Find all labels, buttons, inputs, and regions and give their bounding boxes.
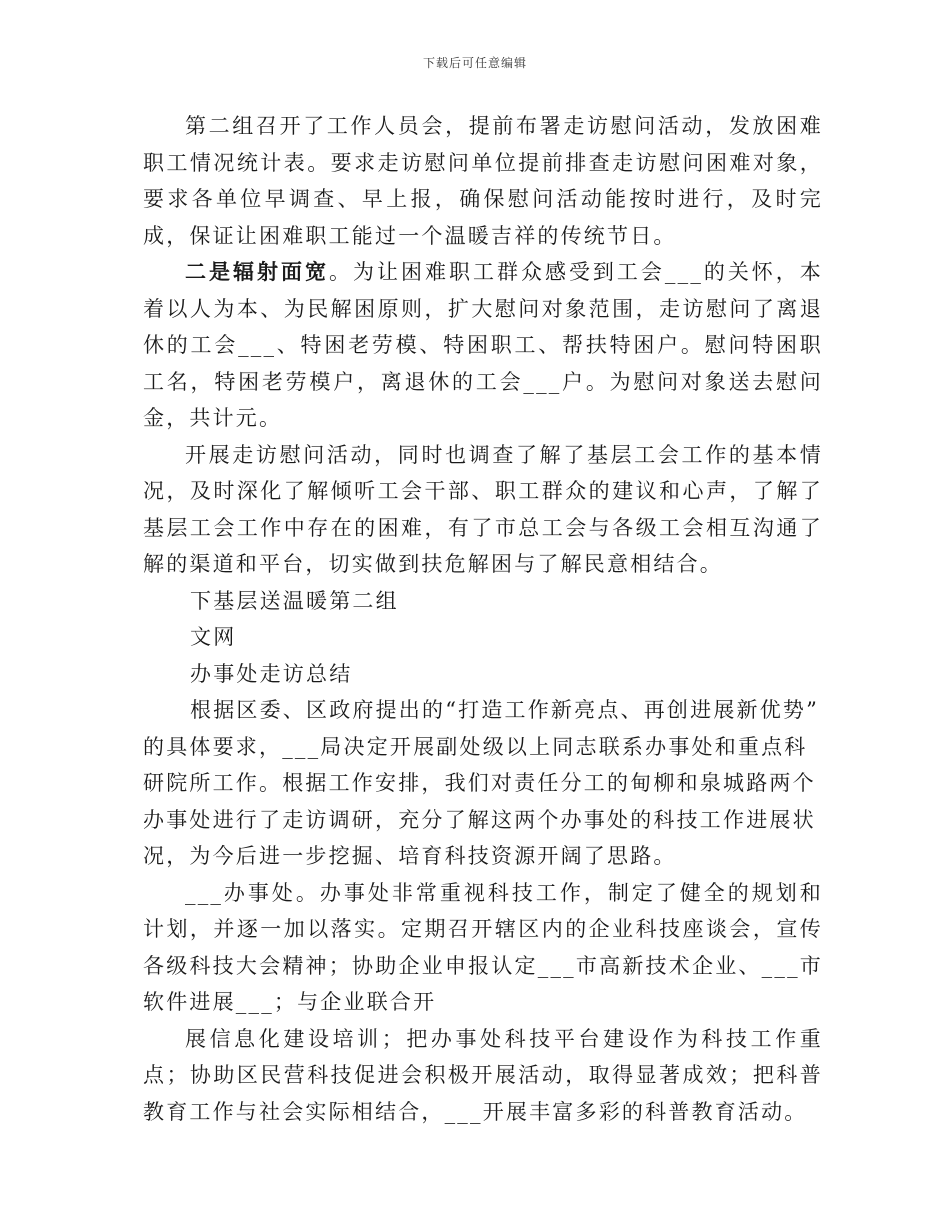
page-header: 下载后可任意编辑: [422, 56, 527, 70]
paragraph-work-meeting: 第二组召开了工作人员会，提前布署走访慰问活动，发放困难职工情况统计表。要求走访慰问单位提前排查走访慰问困难对象，要求各单位早调查、早上报，确保慰问活动能按时进行，及时完成，保证让困难职工能过一个温暖吉祥的传统节日。: [143, 114, 823, 248]
paragraph-office-work: ___办事处。办事处非常重视科技工作，制定了健全的规划和计划，并逐一加以落实。定期召开辖区内的企业科技座谈会，宣传各级科技大会精神；协助企业申报认定___市高新技术企业、___市软件进展___；与企业联合开: [143, 880, 823, 1014]
paragraph-wide-coverage: [143, 254, 823, 437]
signature-site: 文网: [190, 625, 237, 649]
document-body: [143, 108, 823, 1130]
section-title: 办事处走访总结: [190, 661, 353, 686]
paragraph-activity-summary: 开展走访慰问活动，同时也调查了解了基层工会工作的基本情况，及时深化了解倾听工会干部、职工群众的建议和心声，了解了基层工会工作中存在的困难，有了市总工会与各级工会相互沟通了解的渠道和平台，切实做到扶危解困与了解民意相结合。: [143, 442, 823, 576]
paragraph-training: 展信息化建设培训；把办事处科技平台建设作为科技工作重点；协助区民营科技促进会积极开展活动，取得显著成效；把科普教育工作与社会实际相结合，___开展丰富多彩的科普教育活动。: [143, 1026, 823, 1124]
paragraph-wide-coverage-text: 。为让困难职工群众感受到工会___的关怀，本着以人为本、为民解困原则，扩大慰问对象范围，走访慰问了离退休的工会___、特困老劳模、特困职工、帮扶特困户。慰问特困职工名，特困老劳模户，离退休的工会___户。为慰问对象送去慰问金，共计元。: [143, 260, 823, 430]
paragraph-heading-bold: 二是辐射面宽: [185, 259, 329, 284]
signature-group: 下基层送温暖第二组: [190, 588, 399, 613]
paragraph-requirements-line1: 根据区委、区政府提出的“打造工作新亮点、再创进展新优势”: [190, 698, 820, 722]
paragraph-requirements-rest: 的具体要求，___局决定开展副处级以上同志联系办事处和重点科研院所工作。根据工作安排，我们对责任分工的甸柳和泉城路两个办事处进行了走访调研，充分了解这两个办事处的科技工作进展状况，为今后进一步挖掘、培育科技资源开阔了思路。: [143, 734, 816, 868]
